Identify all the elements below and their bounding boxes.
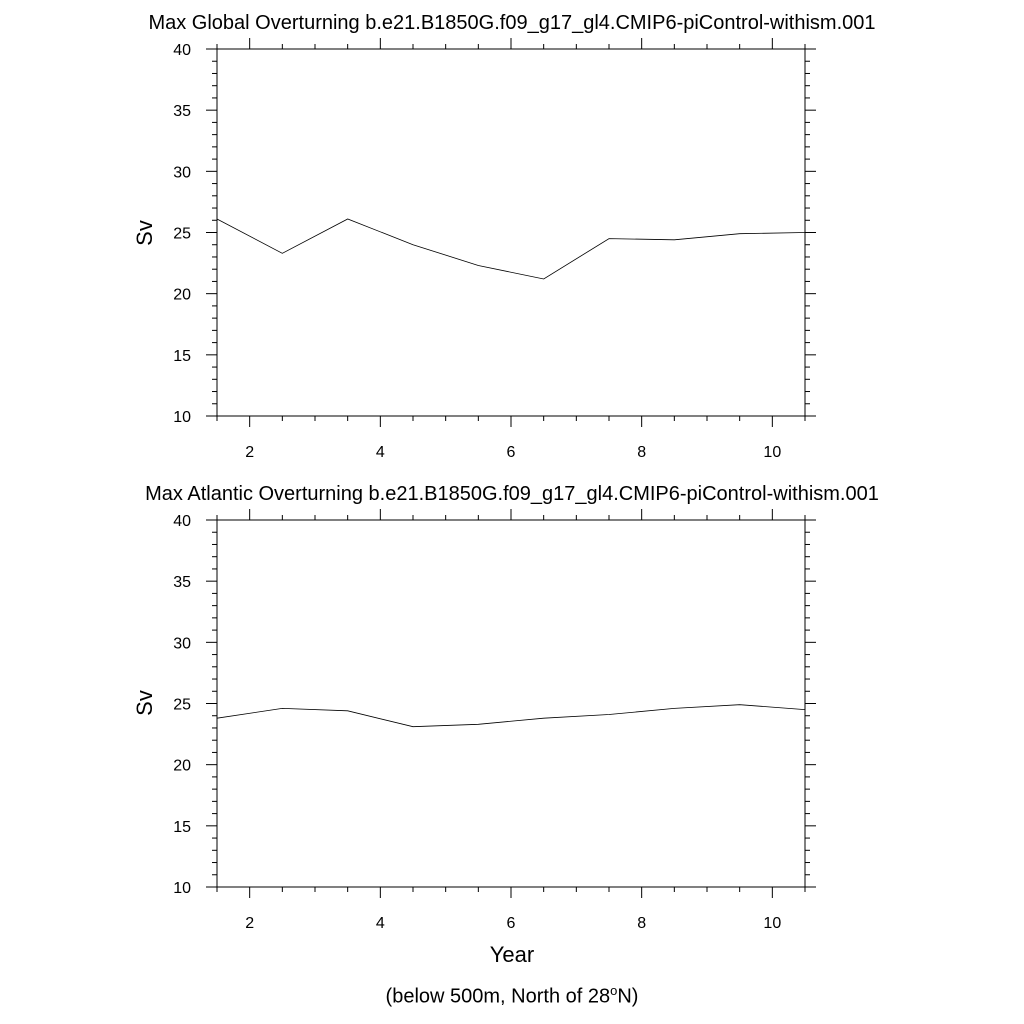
top-chart-title: Max Global Overturning b.e21.B1850G.f09_g17_gl4.CMIP6-piControl-withism.001 (148, 12, 876, 34)
x-tick-label: 6 (506, 444, 516, 461)
x-tick-label: 8 (637, 444, 647, 461)
y-tick-label: 15 (173, 347, 191, 365)
y-tick-label: 35 (173, 574, 191, 592)
y-tick-label: 40 (173, 513, 191, 530)
x-tick-label: 4 (375, 444, 385, 461)
footnote-text: (below 500m, North of 28 (385, 985, 611, 1008)
x-tick-label: 2 (245, 915, 255, 932)
footnote-end: N) (617, 985, 639, 1008)
top-y-axis-label: Sv (132, 220, 157, 246)
series-line (217, 219, 805, 279)
y-tick-label: 15 (173, 818, 191, 836)
x-tick-label: 6 (506, 915, 516, 932)
global-overturning-chart (173, 38, 816, 461)
x-tick-label: 2 (245, 444, 255, 461)
y-tick-label: 10 (173, 409, 191, 426)
y-tick-label: 10 (173, 880, 191, 897)
y-tick-label: 30 (173, 164, 191, 182)
x-tick-label: 4 (375, 915, 385, 932)
atlantic-overturning-chart (173, 509, 816, 932)
x-tick-label: 8 (637, 915, 647, 932)
y-tick-label: 25 (173, 225, 191, 243)
x-tick-label: 10 (763, 915, 782, 932)
plot-frame (217, 520, 805, 887)
y-tick-label: 35 (173, 103, 191, 121)
x-tick-label: 10 (763, 444, 782, 461)
degree-superscript: o (610, 983, 618, 998)
y-tick-label: 20 (173, 286, 191, 304)
bottom-chart-title: Max Atlantic Overturning b.e21.B1850G.f09_g17_gl4.CMIP6-piControl-withism.001 (145, 483, 879, 505)
x-axis-label: Year (489, 942, 535, 967)
y-tick-label: 20 (173, 757, 191, 775)
y-tick-label: 25 (173, 696, 191, 714)
bottom-y-axis-label: Sv (132, 690, 157, 716)
y-tick-label: 30 (173, 635, 191, 653)
series-line (217, 705, 805, 727)
y-tick-label: 40 (173, 42, 191, 59)
plot-frame (217, 49, 805, 416)
